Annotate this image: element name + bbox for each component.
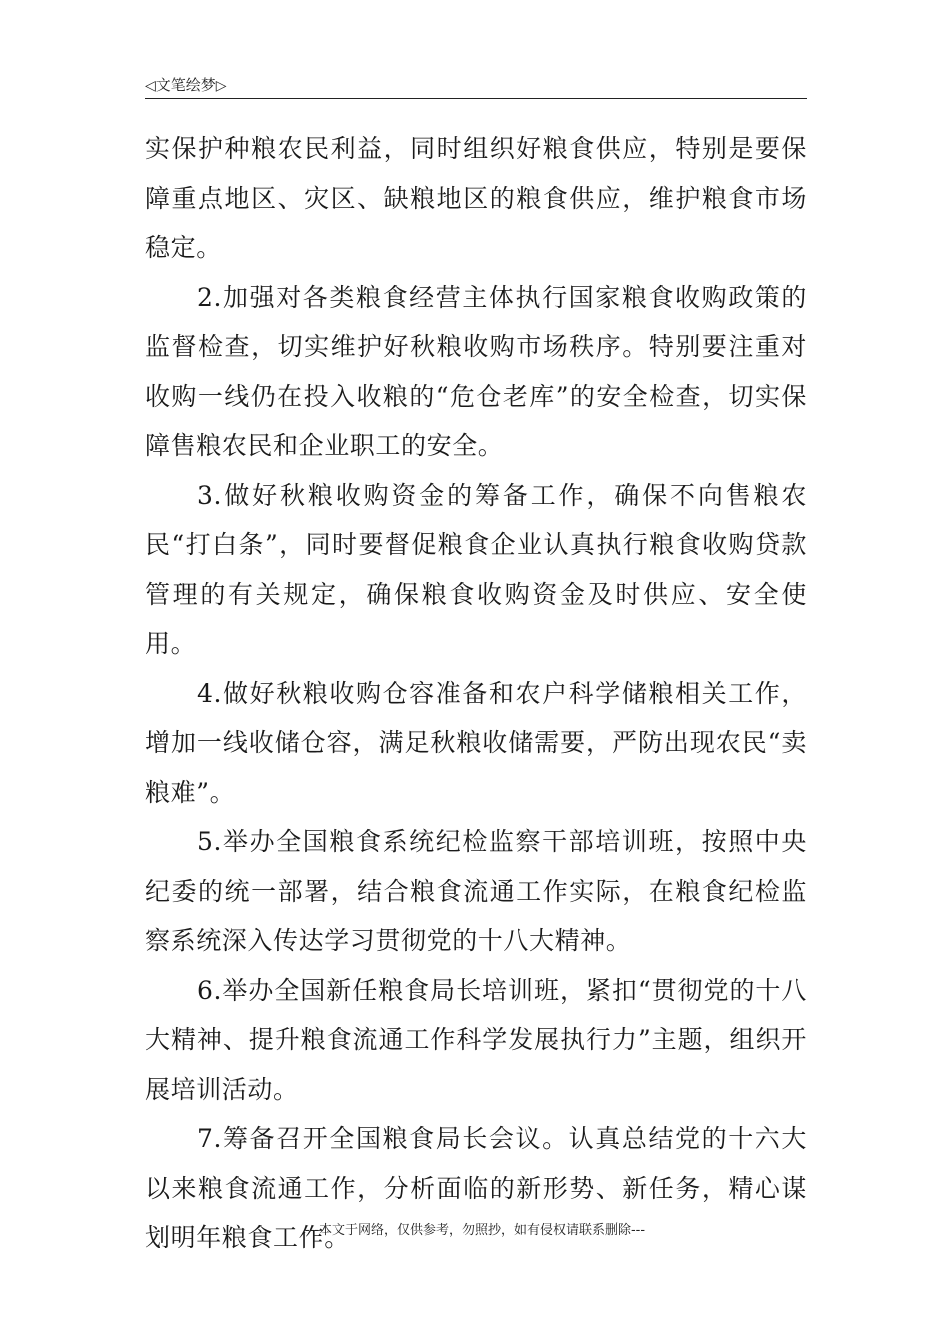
paragraph-item-3: 3.做好秋粮收购资金的筹备工作，确保不向售粮农民“打白条”，同时要督促粮食企业认真执行粮食收购贷款管理的有关规定，确保粮食收购资金及时供应、安全使用。 xyxy=(145,480,807,658)
right-triangle-icon: ▷ xyxy=(215,78,227,94)
left-triangle-icon: ◁ xyxy=(145,78,156,94)
paragraph-item-7: 7.筹备召开全国粮食局长会议。认真总结党的十六大以来粮食流通工作，分析面临的新形势、新任务，精心谋划明年粮食工作。 xyxy=(145,1124,807,1252)
paragraph-continuation: 实保护种粮农民利益，同时组织好粮食供应，特别是要保障重点地区、灾区、缺粮地区的粮食供应，维护粮食市场稳定。 xyxy=(145,134,807,262)
paragraph-item-5: 5.举办全国粮食系统纪检监察干部培训班，按照中央纪委的统一部署，结合粮食流通工作实际，在粮食纪检监察系统深入传达学习贯彻党的十八大精神。 xyxy=(145,827,807,955)
paragraph-item-6: 6.举办全国新任粮食局长培训班，紧扣“贯彻党的十八大精神、提升粮食流通工作科学发展执行力”主题，组织开展培训活动。 xyxy=(145,975,807,1104)
page-header xyxy=(145,74,807,99)
document-body xyxy=(145,124,807,1263)
paragraph-item-2: 2.加强对各类粮食经营主体执行国家粮食收购政策的监督检查，切实维护好秋粮收购市场秩序。特别要注重对收购一线仍在投入收粮的“危仓老库”的安全检查，切实保障售粮农民和企业职工的安全。 xyxy=(145,282,807,460)
paragraph-item-4: 4.做好秋粮收购仓容准备和农户科学储粮相关工作，增加一线收储仓容，满足秋粮收储需要，严防出现农民“卖粮难”。 xyxy=(145,678,807,807)
header-title: 文笔绘梦 xyxy=(155,76,216,94)
page-footer: ---本文于网络，仅供参考，勿照抄，如有侵权请联系删除--- xyxy=(304,1223,646,1238)
